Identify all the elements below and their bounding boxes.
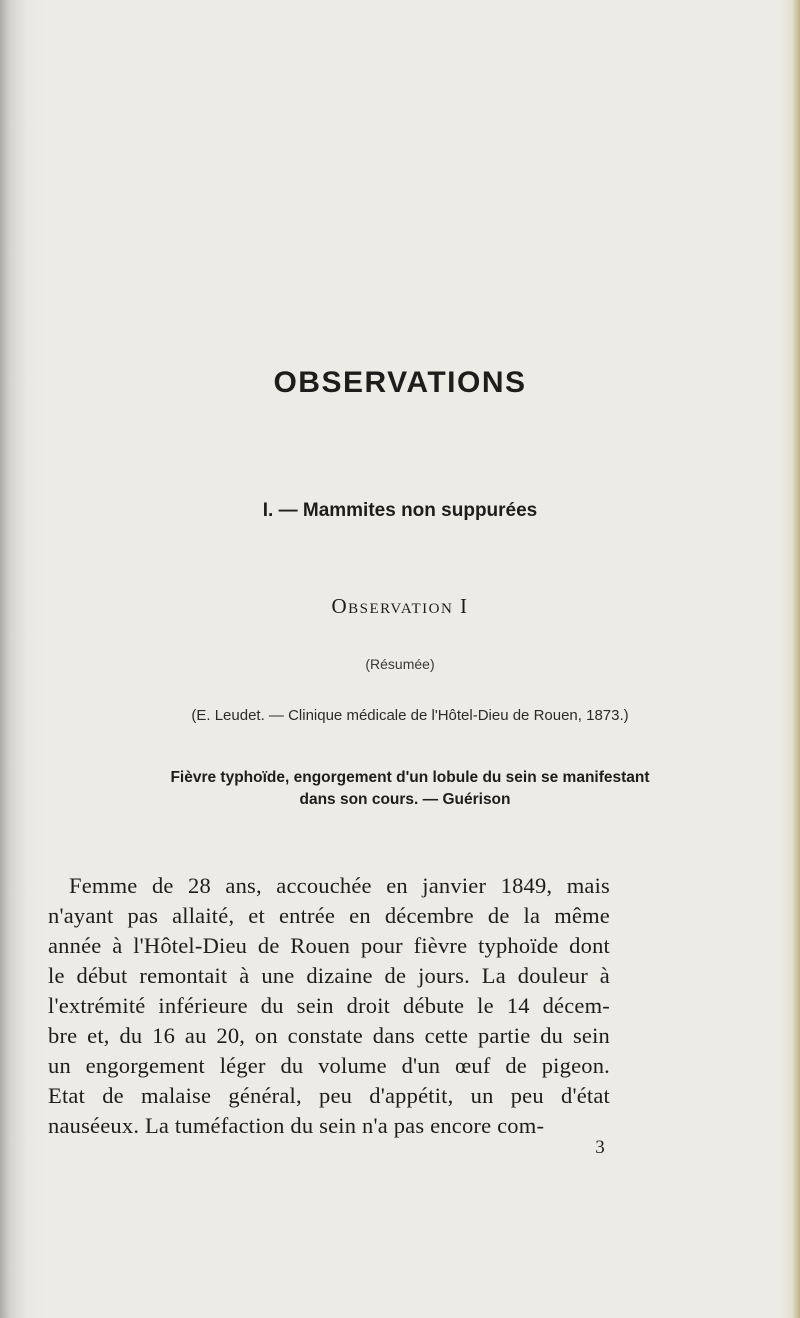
- page-number: 3: [595, 1137, 605, 1158]
- body-text-line: le début remontait à une dizaine de jours. La douleur à: [48, 963, 610, 988]
- summary-line: dans son cours. — Guérison: [299, 791, 511, 808]
- body-text-line: année à l'Hôtel-Dieu de Rouen pour fièvre typhoïde dont: [48, 933, 610, 958]
- section-heading: I. — Mammites non suppurées: [262, 500, 538, 521]
- body-text-line: bre et, du 16 au 20, on constate dans cette partie du sein: [48, 1023, 610, 1048]
- body-text-line: n'ayant pas allaité, et entrée en décembre de la même: [48, 903, 610, 928]
- body-text-line: Etat de malaise général, peu d'appétit, un peu d'état: [48, 1083, 610, 1108]
- body-text-line: un engorgement léger du volume d'un œuf de pigeon.: [48, 1053, 610, 1078]
- summary-line: Fièvre typhoïde, engorgement d'un lobule du sein se manifestant: [170, 769, 650, 786]
- resumee-label: (Résumée): [365, 656, 435, 672]
- body-text-line: Femme de 28 ans, accouchée en janvier 1849, mais: [69, 873, 610, 898]
- body-text-line: l'extrémité inférieure du sein droit débute le 14 décem-: [48, 993, 610, 1018]
- observation-label: Observation I: [331, 594, 469, 618]
- source-citation: (E. Leudet. — Clinique médicale de l'Hôtel-Dieu de Rouen, 1873.): [191, 707, 629, 724]
- page-title: OBSERVATIONS: [273, 366, 527, 399]
- body-text-line: nauséeux. La tuméfaction du sein n'a pas encore com-: [48, 1113, 545, 1138]
